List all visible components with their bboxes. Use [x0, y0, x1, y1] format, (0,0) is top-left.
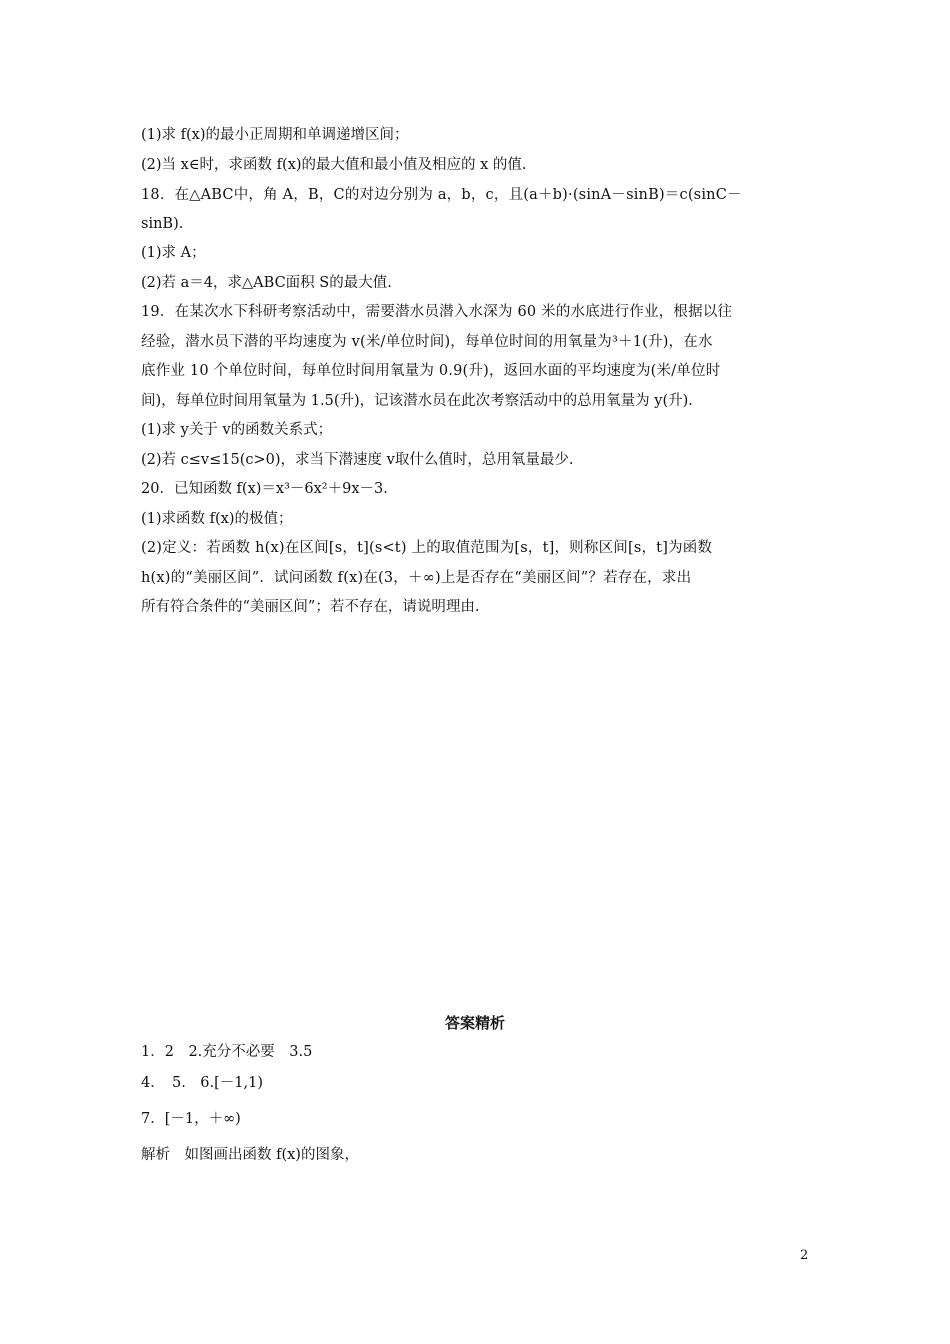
problem-20-statement: 20．已知函数 f(x)＝x³－6x²＋9x－3.: [141, 481, 388, 497]
problem-20-part-2-end: 所有符合条件的“美丽区间”；若不存在，请说明理由.: [141, 599, 480, 615]
problem-20-part-1: (1)求函数 f(x)的极值；: [141, 511, 293, 527]
problem-18-statement: 18．在△ABC中，角 A，B，C的对边分别为 a，b，c，且(a＋b)·(sinA－sinB)＝c(sinC－: [141, 187, 742, 203]
problem-18-statement-cont: sinB).: [141, 216, 184, 232]
problem-19-statement: 19．在某次水下科研考察活动中，需要潜水员潜入水深为 60 米的水底进行作业，根据以往: [141, 304, 733, 320]
problem-17-part-2: (2)当 x∈时，求函数 f(x)的最大值和最小值及相应的 x 的值.: [141, 157, 527, 173]
problem-20-part-2-cont: h(x)的“美丽区间”．试问函数 f(x)在(3，＋∞)上是否存在“美丽区间”？若存在，求出: [141, 570, 692, 586]
page-number: 2: [800, 1248, 809, 1263]
problem-17-part-1: (1)求 f(x)的最小正周期和单调递增区间；: [141, 127, 409, 143]
problem-18-part-2: (2)若 a＝4，求△ABC面积 S的最大值.: [141, 275, 392, 291]
answer-line-2: 4． 5. 6.[－1,1): [141, 1075, 264, 1091]
answer-line-3: 7．[－1，＋∞): [141, 1111, 241, 1127]
answers-heading: 答案精析: [444, 1014, 505, 1032]
problem-19-part-2: (2)若 c≤v≤15(c>0)，求当下潜速度 v取什么值时，总用氧量最少.: [141, 452, 574, 468]
problem-19-part-1: (1)求 y关于 v的函数关系式；: [141, 422, 333, 438]
problem-19-statement-4: 间)，每单位时间用氧量为 1.5(升)，记该潜水员在此次考察活动中的总用氧量为 y(升).: [141, 393, 693, 409]
problem-20-part-2: (2)定义：若函数 h(x)在区间[s，t](s<t) 上的取值范围为[s，t]，则称区间[s，t]为函数: [141, 540, 713, 556]
answer-line-1: 1．2 2.充分不必要 3.5: [141, 1044, 313, 1060]
answer-line-4: 解析 如图画出函数 f(x)的图象，: [141, 1147, 359, 1163]
problem-19-statement-3: 底作业 10 个单位时间，每单位时间用氧量为 0.9(升)，返回水面的平均速度为(米/单位时: [141, 363, 721, 379]
problem-19-statement-2: 经验，潜水员下潜的平均速度为 v(米/单位时间)，每单位时间的用氧量为³＋1(升)，在水: [141, 334, 713, 350]
problem-18-part-1: (1)求 A；: [141, 245, 206, 261]
